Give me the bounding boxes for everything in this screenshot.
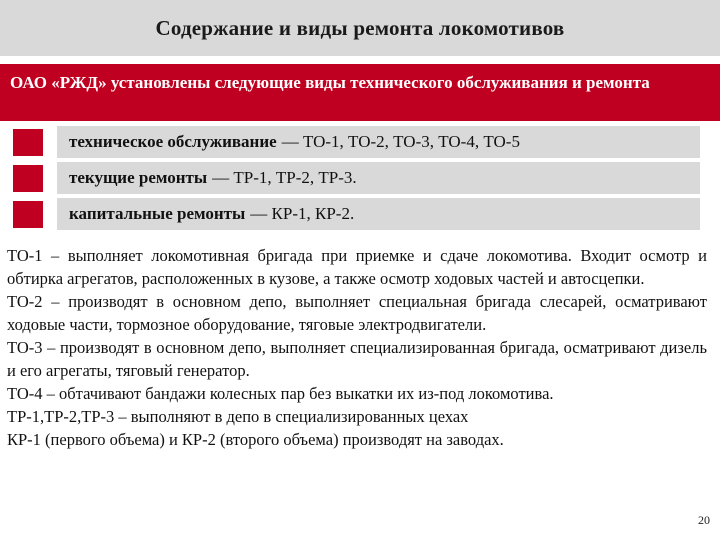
page-title: Содержание и виды ремонта локомотивов <box>155 15 565 40</box>
repair-type-detail: — КР-1, КР-2. <box>250 204 355 223</box>
paragraph-to1: ТО-1 – выполняет локомотивная бригада при приемке и сдаче локомотива. Входит осмотр и обтирка агрегатов, расположенных в кузове, а также осмотр ходовых частей и автосцепки. <box>7 246 707 288</box>
paragraph-kr: КР-1 (первого объема) и КР-2 (второго объема) производят на заводах. <box>7 430 504 449</box>
repair-type-name: капитальные ремонты <box>69 204 246 223</box>
paragraph-to3: ТО-3 – производят в основном депо, выполняет специализированная бригада, осматривают дизель и его агрегаты, тяговый генератор. <box>7 338 707 380</box>
bullet-square-icon <box>13 165 43 192</box>
bullet-square-icon <box>13 129 43 156</box>
page-number: 20 <box>698 513 710 527</box>
repair-type-box <box>57 126 700 158</box>
repair-type-detail: — ТО-1, ТО-2, ТО-3, ТО-4, ТО-5 <box>281 132 520 151</box>
bullet-square-icon <box>13 201 43 228</box>
repair-type-box <box>57 162 700 194</box>
repair-type-detail: — ТР-1, ТР-2, ТР-3. <box>212 168 357 187</box>
repair-type-item <box>0 198 720 230</box>
intro-banner: ОАО «РЖД» установлены следующие виды технического обслуживания и ремонта <box>0 64 720 121</box>
paragraph-tr: ТР-1,ТР-2,ТР-3 – выполняют в депо в специализированных цехах <box>7 407 469 426</box>
title-bar <box>0 0 720 56</box>
repair-type-item <box>0 162 720 194</box>
paragraph-to4: ТО-4 – обтачивают бандажи колесных пар без выкатки их из-под локомотива. <box>7 384 554 403</box>
repair-type-name: текущие ремонты <box>69 168 208 187</box>
repair-type-box <box>57 198 700 230</box>
repair-type-name: техническое обслуживание <box>69 132 277 151</box>
repair-type-item <box>0 126 720 158</box>
description-text <box>7 244 707 451</box>
paragraph-to2: ТО-2 – производят в основном депо, выполняет специальная бригада слесарей, осматривают ходовые части, тормозное оборудование, тяговые электродвигатели. <box>7 292 707 334</box>
